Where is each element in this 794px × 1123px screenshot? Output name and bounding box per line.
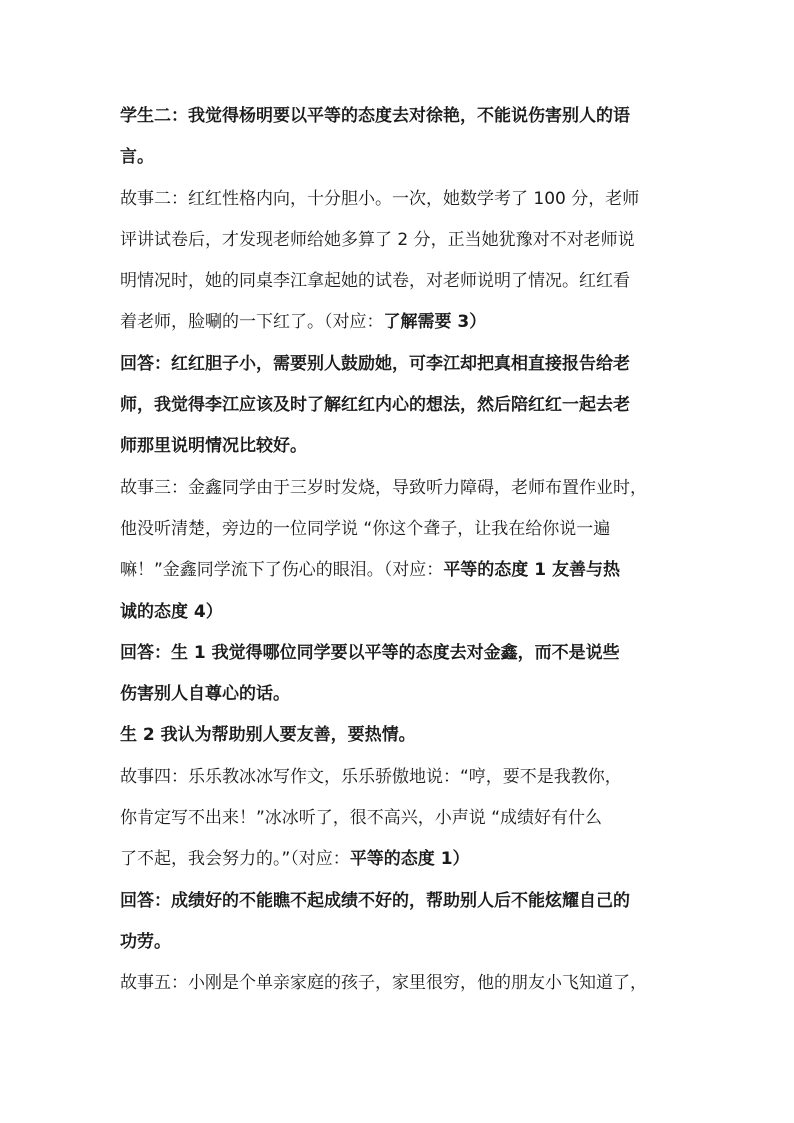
paragraph-line: 你肯定写不出来！”冰冰听了，很不高兴，小声说 “成绩好有什么: [120, 808, 603, 829]
line-segment: 着老师，脸唰的一下红了。（对应：: [120, 312, 384, 333]
document-body: [120, 96, 685, 1005]
paragraph-line: 伤害别人自尊心的话。: [120, 684, 290, 705]
paragraph-line: 故事五：小刚是个单亲家庭的孩子，家里很穷，他的朋友小飞知道了，: [120, 973, 647, 994]
paragraph-line: [120, 839, 685, 880]
paragraph-line: [120, 302, 685, 343]
paragraph-line: 故事三：金鑫同学由于三岁时发烧，导致听力障碍，老师布置作业时，: [120, 477, 647, 498]
line-segment-bold: 平等的态度 1）: [349, 849, 470, 870]
paragraph-line: 明情况时，她的同桌李江拿起她的试卷，对老师说明了情况。红红看: [120, 271, 630, 292]
paragraph-line: 回答：红红胆子小，需要别人鼓励她，可李江却把真相直接报告给老: [120, 353, 630, 374]
paragraph-line: [120, 550, 685, 591]
paragraph-line: 师，我觉得李江应该及时了解红红内心的想法，然后陪红红一起去老: [120, 395, 630, 416]
paragraph-line: 故事四：乐乐教冰冰写作文，乐乐骄傲地说：“哼，要不是我教你，: [120, 766, 622, 787]
line-segment: 嘛！”金鑫同学流下了伤心的眼泪。（对应：: [120, 560, 444, 581]
line-segment-bold: 了解需要 3）: [383, 312, 487, 333]
paragraph-line: 生 2 我认为帮助别人要友善，要热情。: [120, 725, 416, 746]
paragraph-line: 诚的态度 4）: [120, 601, 223, 622]
paragraph-line: 故事二：红红性格内向，十分胆小。一次，她数学考了 100 分，老师: [120, 188, 640, 209]
paragraph-line: 言。: [120, 147, 154, 168]
paragraph-line: 评讲试卷后，才发现老师给她多算了 2 分，正当她犹豫对不对老师说: [120, 229, 635, 250]
paragraph-line: 他没听清楚，旁边的一位同学说 “你这个聋子，让我在给你说一遍: [120, 518, 611, 539]
paragraph-line: 师那里说明情况比较好。: [120, 436, 307, 457]
paragraph-line: 功劳。: [120, 931, 171, 952]
paragraph-line: 回答：生 1 我觉得哪位同学要以平等的态度去对金鑫，而不是说些: [120, 642, 620, 663]
paragraph-line: 学生二：我觉得杨明要以平等的态度去对徐艳，不能说伤害别人的语: [120, 106, 630, 126]
line-segment: 了不起，我会努力的。”（对应：: [120, 849, 350, 870]
line-segment-bold: 平等的态度 1 友善与热: [443, 560, 620, 581]
paragraph-line: 回答：成绩好的不能瞧不起成绩不好的，帮助别人后不能炫耀自己的: [120, 890, 630, 911]
